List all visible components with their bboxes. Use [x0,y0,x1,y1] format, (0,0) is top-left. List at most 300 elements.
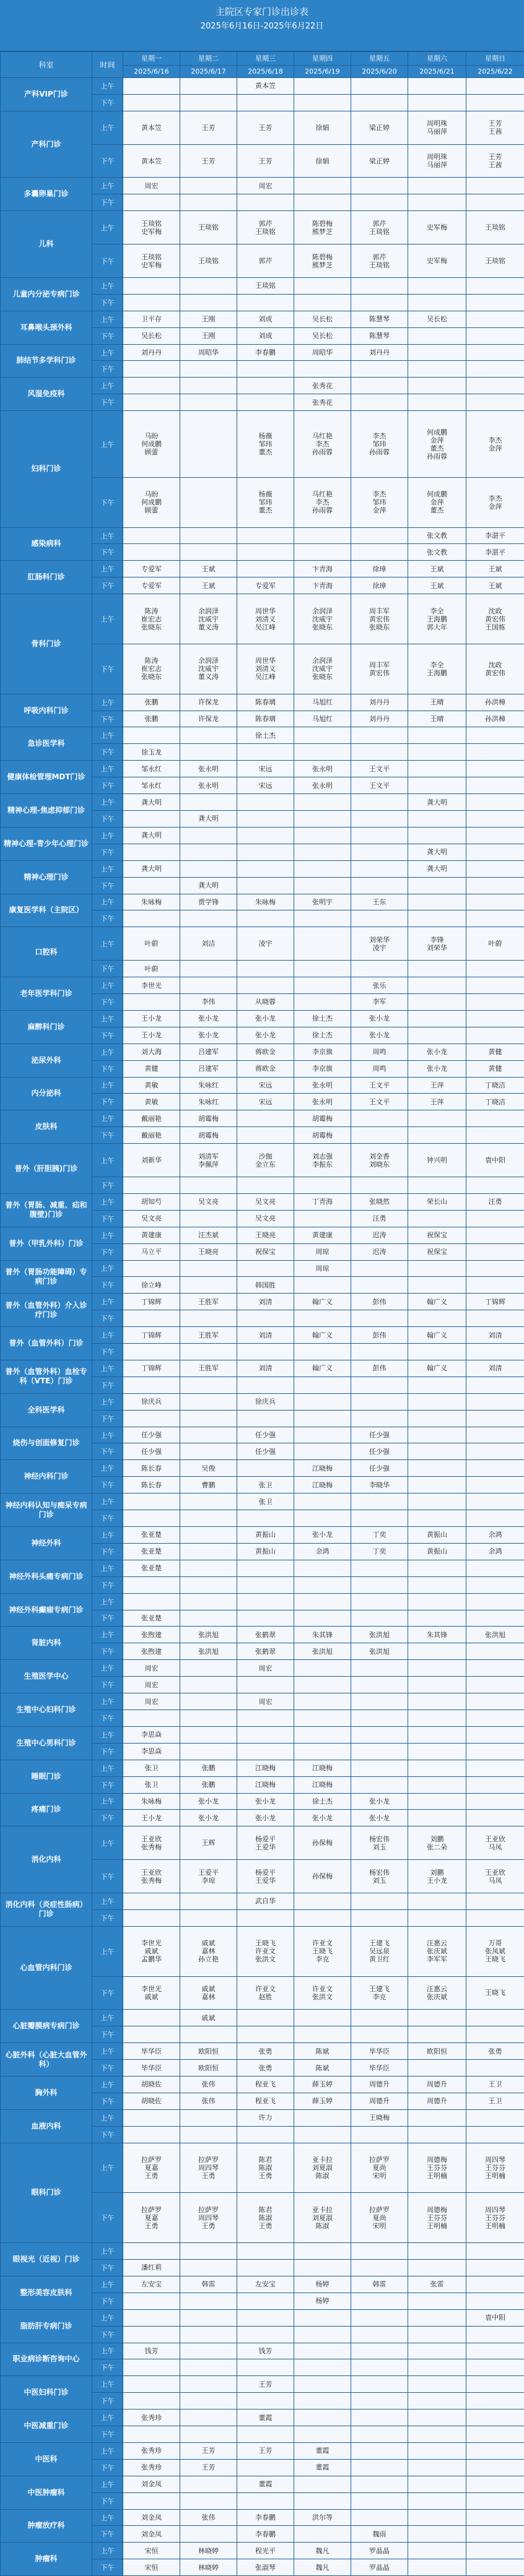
doctor-cell: 周宏 [237,1660,294,1677]
dept-name: 中医减重门诊 [1,2410,92,2443]
doctor-cell [294,2343,351,2359]
doctor-cell: 陈君 陈淑 王勇 [237,2193,294,2243]
doctor-cell [180,2309,237,2326]
session-label: 下午 [92,1677,123,1693]
doctor-cell [408,1793,466,1810]
doctor-cell: 张鹏 [123,711,180,727]
doctor-cell: 祝保宝 [408,1227,466,1243]
doctor-cell [237,1110,294,1127]
dept-name: 普外（胃肠、减重、疝和腹壁)门诊 [1,1193,92,1227]
doctor-cell: 周宏 [123,1677,180,1693]
doctor-cell [123,811,180,828]
doctor-cell [180,1393,237,1410]
doctor-cell: 张伟 [180,2509,237,2526]
table-row [1,1926,524,1976]
doctor-cell: 黄健 [466,1060,524,1077]
doctor-cell: 张小龙 [294,1810,351,1826]
session-label: 上午 [92,378,123,394]
doctor-cell: 韩国胜 [237,1277,294,1294]
doctor-cell: 陈长春 [123,1460,180,1477]
dept-name: 神经外科癫痫专病门诊 [1,1593,92,1627]
session-label: 下午 [92,2060,123,2077]
doctor-cell [180,1576,237,1593]
doctor-cell [180,1543,237,1560]
doctor-cell [237,1576,294,1593]
session-label: 上午 [92,827,123,844]
doctor-cell: 张煦建 [123,1627,180,1643]
table-row [1,2076,524,2093]
doctor-cell: 张秀花 [294,394,351,411]
doctor-cell: 江晓梅 [294,1776,351,1793]
doctor-cell: 张亚楚 [123,1610,180,1627]
doctor-cell: 徐庆兵 [237,1393,294,1410]
doctor-cell [408,827,466,844]
doctor-cell [351,2492,408,2509]
doctor-cell: 周丰军 黄宏伟 [351,644,408,694]
doctor-cell: 李世光 戚斌 [123,1976,180,2010]
doctor-cell: 吴文亮 [237,1193,294,1210]
session-label: 下午 [92,877,123,894]
session-label: 上午 [92,1693,123,1710]
doctor-cell [237,1177,294,1193]
doctor-cell [466,2126,524,2143]
doctor-cell: 张鹏 [123,694,180,711]
doctor-cell [466,993,524,1010]
doctor-cell [466,1210,524,1227]
doctor-cell: 左安宝 [123,2276,180,2293]
doctor-cell: 丁锦辉 [466,1294,524,1310]
session-label: 下午 [92,1377,123,1393]
doctor-cell: 魏凡 [294,2543,351,2559]
doctor-cell: 沙伽 金立东 [237,1144,294,1177]
doctor-cell [123,2492,180,2509]
doctor-cell [351,2343,408,2359]
doctor-cell: 戴丽艳 [123,1127,180,1144]
doctor-cell [123,361,180,378]
table-row [1,344,524,361]
doctor-cell: 周丰军 黄宏伟 张晓东 [351,594,408,644]
doctor-cell [237,2459,294,2476]
doctor-cell: 黄本笠 [123,111,180,144]
doctor-cell [466,1709,524,1726]
doctor-cell [408,1760,466,1776]
doctor-cell: 丁奕 [351,1527,408,1544]
doctor-cell: 刘成 [237,311,294,327]
doctor-cell: 吴长松 [123,327,180,344]
doctor-cell: 刘洁 [180,927,237,961]
session-label: 上午 [92,2243,123,2260]
doctor-cell: 洪尔等 [294,2509,351,2526]
doctor-cell [180,1410,237,1427]
doctor-cell [466,2109,524,2126]
doctor-cell [123,993,180,1010]
table-row [1,527,524,544]
doctor-cell: 黄本笠 [123,144,180,178]
dept-name: 普外（甲乳外科）门诊 [1,1227,92,1260]
session-label: 上午 [92,794,123,811]
doctor-cell: 任少强 [237,1427,294,1443]
session-label: 下午 [92,2359,123,2376]
doctor-cell [408,1909,466,1926]
doctor-cell [294,2109,351,2126]
doctor-cell [294,827,351,844]
session-label: 上午 [92,2442,123,2459]
doctor-cell: 龚大明 [408,860,466,877]
doctor-cell [466,2276,524,2293]
doctor-cell [123,1576,180,1593]
doctor-cell [408,2376,466,2393]
table-row [1,2143,524,2193]
table-row [1,2410,524,2426]
doctor-cell [466,727,524,744]
doctor-cell [123,378,180,394]
session-label: 下午 [92,327,123,344]
doctor-cell: 左安宝 [237,2276,294,2293]
doctor-cell [351,361,408,378]
doctor-cell: 刘丹丹 [351,344,408,361]
doctor-cell: 刘鹏 张二朵 [408,1826,466,1860]
doctor-cell: 朱其锋 [408,1627,466,1643]
doctor-cell [180,1310,237,1327]
session-label: 下午 [92,1709,123,1726]
table-row [1,211,524,244]
doctor-cell [237,1709,294,1726]
doctor-cell [294,727,351,744]
doctor-cell: 吴长松 [294,311,351,327]
doctor-cell [351,2326,408,2343]
doctor-cell [408,94,466,111]
doctor-cell [180,1210,237,1227]
doctor-cell [294,910,351,927]
doctor-cell: 王刚 [180,311,237,327]
doctor-cell [408,1576,466,1593]
doctor-cell [123,1709,180,1726]
doctor-cell: 张永明 [180,761,237,777]
doctor-cell: 李湛平 [466,544,524,561]
table-row [1,827,524,844]
table-row [1,2309,524,2326]
doctor-cell [351,1593,408,1610]
doctor-cell [237,1127,294,1144]
doctor-cell [466,2459,524,2476]
table-row [1,1527,524,1544]
table-row [1,977,524,994]
session-label: 上午 [92,1044,123,1060]
doctor-cell [237,2326,294,2343]
doctor-cell: 李锋 刘荣华 [408,927,466,961]
dept-name: 疼痛门诊 [1,1793,92,1826]
doctor-cell [123,2376,180,2393]
doctor-cell [351,1344,408,1360]
doctor-cell [466,394,524,411]
doctor-cell [466,1810,524,1826]
doctor-cell [408,2476,466,2492]
doctor-cell: 杨婷 [294,2276,351,2293]
doctor-cell: 杨爱平 王爱华 [237,1860,294,1893]
dept-name: 肿瘤放疗科 [1,2509,92,2543]
doctor-cell [351,744,408,761]
doctor-cell: 周德升 [408,2093,466,2109]
doctor-cell [351,2459,408,2476]
doctor-cell: 王胜军 [180,1360,237,1377]
doctor-cell: 周四琴 王芬芬 王明楠 [466,2143,524,2193]
doctor-cell [237,877,294,894]
dept-name: 生殖中心男科门诊 [1,1726,92,1760]
doctor-cell: 黄本笠 [237,78,294,95]
session-label: 下午 [92,2492,123,2509]
doctor-cell: 程亚飞 [237,2076,294,2093]
doctor-cell: 王琰铭 史军梅 [123,244,180,278]
doctor-cell [180,1610,237,1627]
doctor-cell [466,1277,524,1294]
table-row [1,1110,524,1127]
doctor-cell: 魏凡 [294,2559,351,2576]
doctor-cell [351,194,408,211]
doctor-cell: 李杰 金萍 [466,477,524,527]
doctor-cell [351,961,408,977]
session-label: 上午 [92,1294,123,1310]
dept-name: 普外（血管外科）门诊 [1,1327,92,1360]
doctor-cell [466,2343,524,2359]
doctor-cell [466,910,524,927]
doctor-cell [294,178,351,194]
doctor-cell [123,2126,180,2143]
doctor-cell [123,94,180,111]
session-label: 上午 [92,178,123,194]
doctor-cell [351,1893,408,1909]
doctor-cell [408,894,466,910]
doctor-cell [294,811,351,828]
table-body [1,78,524,2576]
doctor-cell: 周德升 [351,2076,408,2093]
doctor-cell [294,294,351,311]
session-label: 下午 [92,2026,123,2043]
doctor-cell: 李全 王海鹏 郭大年 [408,594,466,644]
doctor-cell: 张卫 [237,1493,294,1510]
session-label: 下午 [92,1127,123,1144]
session-label: 下午 [92,1344,123,1360]
doctor-cell: 朱咏红 [180,1094,237,1110]
doctor-cell: 马盼 何成鹏 顾蕾 [123,477,180,527]
doctor-cell [123,877,180,894]
doctor-cell: 韩雷 [180,2276,237,2293]
session-label: 上午 [92,1527,123,1544]
doctor-cell [294,2393,351,2410]
doctor-cell: 余润泽 沈威宇 董义涛 [180,594,237,644]
dept-name: 感染病科 [1,527,92,561]
doctor-cell: 周德升 [408,2076,466,2093]
doctor-cell: 程亚飞 [237,2093,294,2109]
session-label: 下午 [92,1277,123,1294]
day-name: 星期三 [237,52,294,66]
doctor-cell: 余鸿 [466,1527,524,1544]
doctor-cell: 王亚欣 马凤 [466,1860,524,1893]
session-label: 下午 [92,1060,123,1077]
doctor-cell [180,1909,237,1926]
doctor-cell: 李杰 邹玮 孙雨蓉 [351,411,408,478]
doctor-cell [180,1677,237,1693]
doctor-cell [237,544,294,561]
table-row [1,794,524,811]
session-label: 上午 [92,694,123,711]
doctor-cell [408,761,466,777]
doctor-cell: 张亚楚 [123,1560,180,1576]
doctor-cell [123,294,180,311]
doctor-cell: 张小龙 [351,1793,408,1810]
doctor-cell: 魏雨 [351,2526,408,2543]
doctor-cell [237,1593,294,1610]
doctor-cell: 拉萨罗 周四琴 王勇 [180,2143,237,2193]
doctor-cell [294,977,351,994]
dept-name: 普外（血管外科）血栓专科（VTE）门诊 [1,1360,92,1393]
dept-name: 泌尿外科 [1,1044,92,1077]
doctor-cell: 张鹏 [180,1776,237,1793]
doctor-cell [408,1027,466,1044]
doctor-cell [351,877,408,894]
doctor-cell [237,2309,294,2326]
doctor-cell: 叶蔚 [123,961,180,977]
doctor-cell: 张永明 [180,777,237,794]
doctor-cell: 陈君 陈淑 王勇 [237,2143,294,2193]
doctor-cell [408,1427,466,1443]
doctor-cell: 江晓梅 [294,1460,351,1477]
doctor-cell: 史军梅 [408,244,466,278]
doctor-cell [466,2060,524,2077]
doctor-cell: 王斌 [408,577,466,594]
session-label: 上午 [92,311,123,327]
doctor-cell [123,1260,180,1277]
table-row [1,2543,524,2559]
doctor-cell [351,727,408,744]
session-label: 下午 [92,2526,123,2543]
doctor-cell [180,378,237,394]
doctor-cell [466,894,524,910]
doctor-cell: 亚卡拉 刘夏淑 陈淑 [294,2193,351,2243]
doctor-cell: 孙保梅 [294,1826,351,1860]
doctor-cell [180,1660,237,1677]
doctor-cell [123,1344,180,1360]
session-label: 下午 [92,1243,123,1260]
doctor-cell [351,860,408,877]
doctor-cell [466,2293,524,2309]
doctor-cell: 李杰 邹玮 金萍 [351,477,408,527]
doctor-cell [237,2126,294,2143]
session-label: 上午 [92,1593,123,1610]
doctor-cell: 龚大明 [123,827,180,844]
doctor-cell [237,2359,294,2376]
doctor-cell [408,2343,466,2359]
doctor-cell: 欧阳恒 [180,2060,237,2077]
session-label: 上午 [92,2143,123,2193]
doctor-cell: 周鸣 [351,1044,408,1060]
doctor-cell [237,1726,294,1743]
doctor-cell [351,2410,408,2426]
doctor-cell: 张洪旭 [180,1643,237,1660]
doctor-cell: 徐庆兵 [123,1393,180,1410]
doctor-cell: 张小龙 [351,1027,408,1044]
session-label: 上午 [92,2410,123,2426]
doctor-cell: 刘荣华 凌宇 [351,927,408,961]
session-label: 上午 [92,2476,123,2492]
doctor-cell: 王芳 王茜 [466,144,524,178]
doctor-cell [237,961,294,977]
doctor-cell [294,1693,351,1710]
doctor-cell: 汪惠云 张庆斌 [408,1976,466,2010]
session-label: 下午 [92,2193,123,2243]
doctor-cell [466,1660,524,1677]
session-label: 下午 [92,993,123,1010]
session-label: 上午 [92,977,123,994]
doctor-cell: 翰广义 [294,1294,351,1310]
doctor-cell: 许保龙 [180,711,237,727]
doctor-cell: 任少强 [351,1443,408,1460]
doctor-cell: 罗晶晶 [351,2559,408,2576]
doctor-cell [294,794,351,811]
doctor-cell [466,811,524,828]
doctor-cell [123,2293,180,2309]
doctor-cell [466,378,524,394]
doctor-cell: 陈碧梅 熊梦芝 [294,211,351,244]
schedule-table [0,51,524,2576]
doctor-cell: 李晓华 [351,1477,408,1493]
doctor-cell [408,344,466,361]
doctor-cell [408,78,466,95]
table-row [1,1460,524,1477]
dept-name: 急诊医学科 [1,727,92,761]
session-label: 下午 [92,910,123,927]
doctor-cell [294,2426,351,2443]
doctor-cell [408,1743,466,1760]
doctor-cell [466,344,524,361]
dept-name: 中医肿瘤科 [1,2476,92,2509]
doctor-cell: 刘清 [237,1294,294,1310]
doctor-cell [408,961,466,977]
doctor-cell [408,1593,466,1610]
doctor-cell [408,1410,466,1427]
session-label: 下午 [92,644,123,694]
doctor-cell [237,1460,294,1477]
doctor-cell: 朱咏梅 [237,894,294,910]
doctor-cell: 李世光 戚斌 孟鹏华 [123,1926,180,1976]
session-label: 下午 [92,1776,123,1793]
doctor-cell: 张鹤翠 [237,1627,294,1643]
doctor-cell [408,277,466,294]
doctor-cell: 张勇 [237,2060,294,2077]
doctor-cell: 陈斌 [294,2060,351,2077]
table-row [1,2343,524,2359]
day-name: 星期五 [351,52,408,66]
doctor-cell [466,1493,524,1510]
doctor-cell: 王琰铭 [466,244,524,278]
doctor-cell [408,1344,466,1360]
doctor-cell [466,361,524,378]
table-row [1,1826,524,1860]
doctor-cell [408,327,466,344]
day-name: 星期四 [294,52,351,66]
doctor-cell: 马旭红 [294,694,351,711]
doctor-cell [294,844,351,860]
doctor-cell: 黄振山 [237,1543,294,1560]
doctor-cell: 张勇 [237,2043,294,2060]
doctor-cell [466,94,524,111]
doctor-cell: 王芳 [180,2442,237,2459]
doctor-cell: 宋恒 [123,2543,180,2559]
doctor-cell: 胡霉梅 [180,1110,237,1127]
doctor-cell: 许亚文 赵胜 [237,1976,294,2010]
doctor-cell: 陈慧琴 [351,327,408,344]
day-date: 2025/6/18 [237,66,294,78]
doctor-cell [466,1677,524,1693]
